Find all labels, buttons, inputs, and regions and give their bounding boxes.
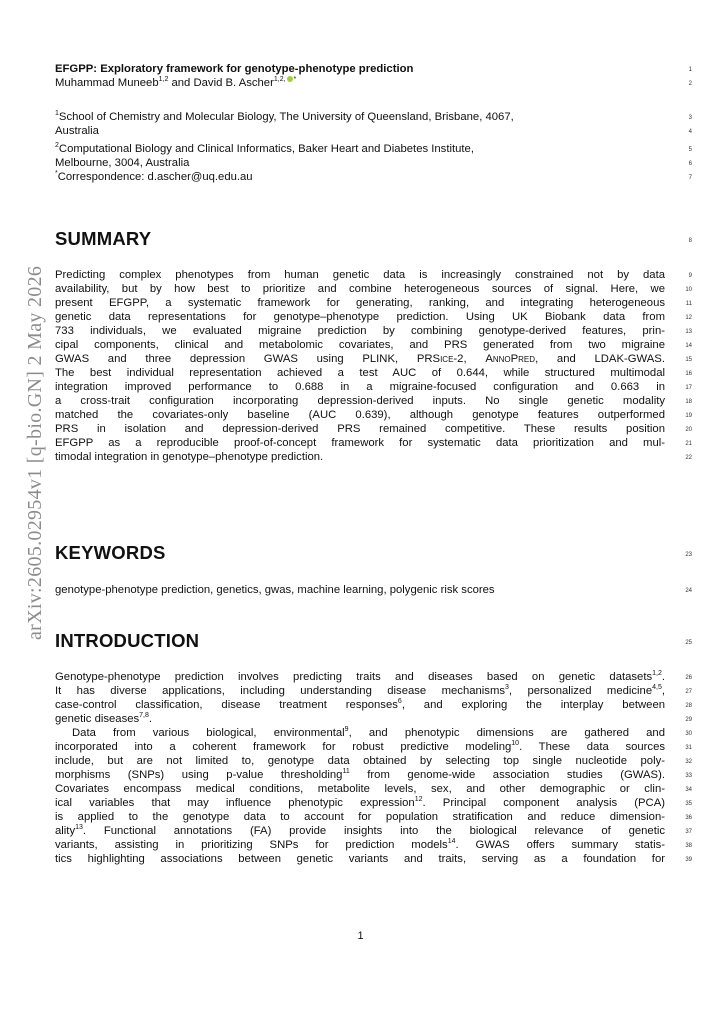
citation[interactable]: 14 (447, 838, 456, 846)
line-number: 1 (688, 67, 692, 73)
line-number: 18 (685, 399, 692, 405)
citation[interactable]: 11 (342, 768, 350, 776)
line-number: 8 (688, 238, 692, 244)
summary-line: PRS in isolation and depression-derived PRS remained competitive. These results position (55, 423, 665, 435)
affil-sup: 2 (55, 142, 59, 150)
summary-line: genetic data representations for genotype–phenotype prediction. Using UK Biobank data from (55, 311, 665, 323)
intro-line: case-control classification, disease treatment responses$^6$, and exploring the interplay between (55, 698, 666, 711)
line-number: 37 (685, 829, 692, 835)
affiliation-2 (55, 142, 665, 156)
line-number: 10 (685, 287, 692, 293)
author-and: and (168, 77, 194, 89)
arxiv-stamp: arXiv:2605.02954v1 [q-bio.GN] 2 May 2026 (24, 265, 46, 640)
citation[interactable]: 1,2 (652, 670, 662, 678)
author-name: Muhammad Muneeb (55, 77, 159, 89)
affiliation-1-cont: Australia (55, 125, 99, 137)
citation[interactable]: 12 (414, 796, 423, 804)
citation[interactable]: 10 (511, 740, 520, 748)
intro-line: genetic diseases$^{7,8}$. (55, 712, 153, 725)
keywords-heading: KEYWORDS (55, 542, 166, 563)
line-number: 35 (685, 801, 692, 807)
summary-line: availability, but by how best to prioritize and combine heterogeneous sources of signal. Here, we (55, 283, 665, 295)
line-number: 15 (685, 357, 692, 363)
affiliation-1 (55, 110, 665, 124)
line-number: 4 (688, 129, 692, 135)
line-number: 17 (685, 385, 692, 391)
corr-sup: * (55, 170, 58, 178)
corr-text: Correspondence: d.ascher@uq.edu.au (57, 171, 253, 183)
line-number: 16 (685, 371, 692, 377)
summary-line: timodal integration in genotype–phenotype prediction. (55, 451, 324, 463)
citation[interactable]: 6 (397, 698, 402, 706)
line-number: 11 (685, 301, 692, 307)
keywords-text: genotype-phenotype prediction, genetics, gwas, machine learning, polygenic risk scores (55, 584, 495, 596)
author-line (55, 76, 665, 90)
line-number: 32 (685, 759, 692, 765)
affil-text: School of Chemistry and Molecular Biology, The University of Queensland, Brisbane, 4067, (58, 111, 514, 123)
line-number: 3 (688, 115, 692, 121)
intro-line: is applied to the genotype data to account for population stratification and reduce dimension- (55, 811, 665, 823)
citation[interactable]: 7,8 (139, 712, 149, 720)
citation[interactable]: 3 (505, 684, 509, 692)
introduction-heading: INTRODUCTION (55, 630, 200, 651)
line-number: 19 (685, 413, 692, 419)
intro-line: Genotype-phenotype prediction involves predicting traits and diseases based on genetic datasets$^{1,2}$. (55, 670, 665, 683)
author-affil-sup: 1,2 (158, 76, 169, 84)
line-number: 30 (685, 731, 692, 737)
line-number: 28 (685, 703, 692, 709)
summary-heading: SUMMARY (55, 228, 152, 249)
summary-line: a cross-trait configuration incorporating depression-derived inputs. No single genetic modality (55, 395, 665, 407)
orcid-icon[interactable] (287, 76, 293, 82)
intro-line: ical variables that may influence phenotypic expression$^{12}$. Principal component analysis (PCA) (55, 796, 665, 809)
intro-line: tics highlighting associations between genetic variants and traits, serving as a foundation for (55, 853, 665, 865)
line-number: 38 (685, 843, 692, 849)
intro-line: incorporated into a coherent framework for robust predictive modeling$^{10}$. These data sources (55, 740, 665, 753)
intro-line: Covariates encompass medical conditions, metabolite levels, sex, and other demographic or clin- (55, 783, 665, 795)
affiliation-2-cont: Melbourne, 3004, Australia (55, 157, 190, 169)
summary-line: EFGPP as a reproducible proof-of-concept framework for systematic data prioritization and mul- (55, 437, 665, 449)
line-number: 13 (685, 329, 692, 335)
author-affil-sup: 1,2, (273, 76, 286, 84)
paper-title: EFGPP: Exploratory framework for genotype-phenotype prediction (55, 63, 414, 75)
intro-line: It has diverse applications, including understanding disease mechanisms$^3$, personalized medicine$^{4,5}$, (55, 684, 665, 697)
citation[interactable]: 9 (344, 726, 349, 734)
summary-line: integration improved performance to 0.688 in a migraine-focused configuration and 0.663 in (55, 381, 665, 393)
intro-line: include, but are not limited to, genotype data obtained by selecting top single nucleotide poly- (55, 755, 665, 767)
summary-line: present EFGPP, a systematic framework for generating, ranking, and integrating heterogeneous (55, 297, 665, 309)
line-number: 27 (685, 689, 692, 695)
citation[interactable]: 4,5 (652, 684, 662, 692)
line-number: 34 (685, 787, 692, 793)
intro-line: Data from various biological, environmental$^9$, and phenotypic dimensions are gathered and (72, 726, 665, 739)
summary-line: matched the covariates-only baseline (AUC 0.639), although genotype features outperformed (55, 409, 665, 421)
summary-line: Predicting complex phenotypes from human genetic data is increasingly constrained not by data (55, 269, 665, 281)
summary-line: GWAS and three depression GWAS using PLINK, PRSice-2, AnnoPred, and LDAK-GWAS. (55, 353, 665, 365)
line-number: 36 (685, 815, 692, 821)
intro-line: ality$^{13}$. Functional annotations (FA) provide insights into the biological relevance of genetic (55, 824, 665, 837)
software-name: PRSice-2 (416, 353, 464, 365)
intro-line: variants, assisting in prioritizing SNPs for prediction models$^{14}$. GWAS offers summary statis- (55, 838, 665, 851)
line-number: 29 (685, 717, 692, 723)
line-number: 22 (685, 455, 692, 461)
line-number: 20 (685, 427, 692, 433)
page-number: 1 (357, 930, 364, 942)
line-number: 39 (685, 857, 692, 863)
line-number: 25 (685, 640, 692, 646)
line-number: 7 (688, 175, 692, 181)
line-number: 24 (685, 588, 692, 594)
summary-line: 733 individuals, we evaluated migraine prediction by combining genotype-derived features, prin- (55, 325, 665, 337)
affil-text: Computational Biology and Clinical Informatics, Baker Heart and Diabetes Institute, (58, 143, 474, 155)
software-name: AnnoPred (485, 353, 536, 365)
line-number: 26 (685, 675, 692, 681)
line-number: 2 (688, 81, 692, 87)
corresponding-star: * (293, 76, 297, 84)
line-number: 14 (685, 343, 692, 349)
line-number: 33 (685, 773, 692, 779)
summary-line: cipal components, clinical and metabolomic covariates, and PRS generated from two migraine (55, 339, 665, 351)
summary-line: The best individual representation achieved a test AUC of 0.644, while structured multimodal (55, 367, 665, 379)
line-number: 23 (685, 552, 692, 558)
line-number: 6 (688, 161, 692, 167)
line-number: 21 (685, 441, 692, 447)
affil-sup: 1 (55, 110, 59, 118)
line-number: 12 (685, 315, 692, 321)
author-name: David B. Ascher (193, 77, 274, 89)
line-number: 5 (688, 147, 692, 153)
correspondence (55, 170, 665, 184)
line-number: 31 (685, 745, 692, 751)
citation[interactable]: 13 (75, 824, 83, 832)
line-number: 9 (688, 273, 692, 279)
intro-line: morphisms (SNPs) using p-value thresholding$^{11}$ from genome-wide association studies (GWAS). (55, 768, 665, 781)
